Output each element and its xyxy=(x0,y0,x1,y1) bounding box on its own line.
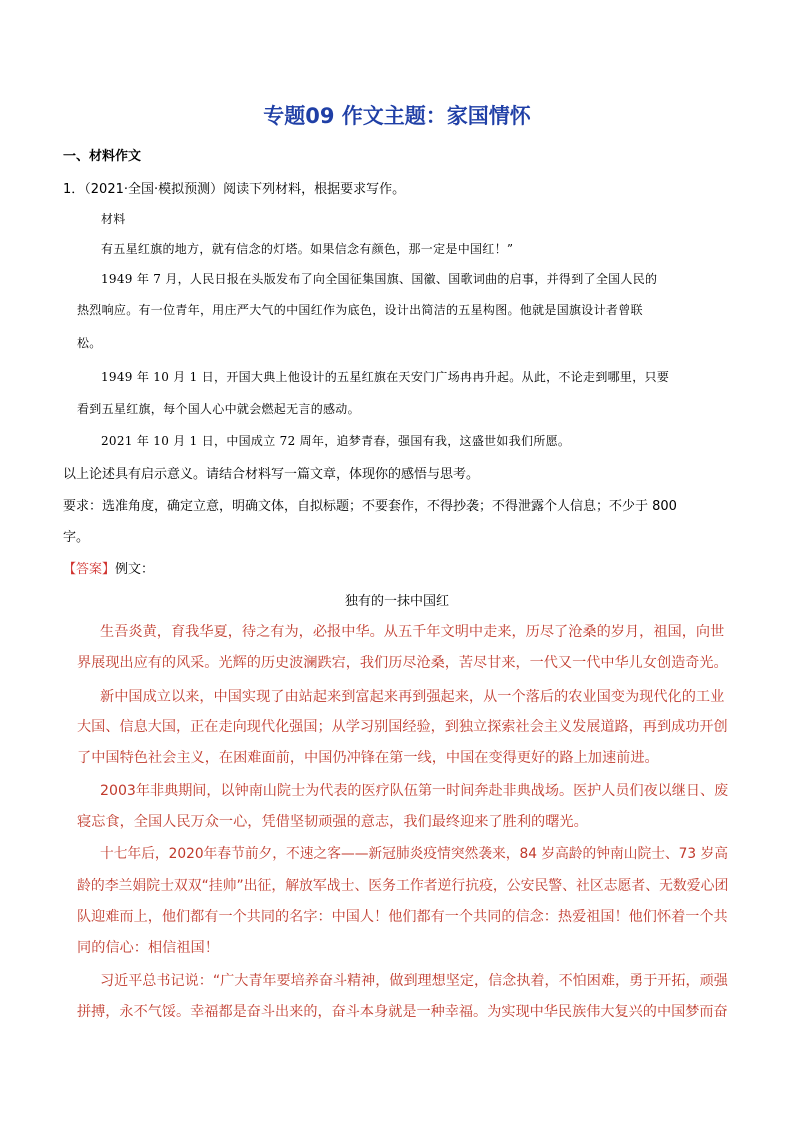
requirement-line: 要求：选准角度，确定立意，明确文体，自拟标题；不要套作，不得抄袭；不得泄露个人信息；不少于 800 xyxy=(63,499,677,514)
essay-line: 大国、信息大国，正在走向现代化强国；从学习别国经验，到独立探索社会主义发展道路，再到成功开创 xyxy=(77,719,728,735)
essay-line: 新中国成立以来，中国实现了由站起来到富起来再到强起来，从一个落后的农业国变为现代化的工业 xyxy=(100,689,725,705)
answer-tag: 【答案】 xyxy=(63,562,116,577)
material-line: 热烈响应。有一位青年，用庄严大气的中国红作为底色，设计出简洁的五星构图。他就是国旗设计者曾联 xyxy=(77,303,643,317)
example-label: 例文： xyxy=(115,562,155,577)
essay-line: 十七年后，2020年春节前夕，不速之客——新冠肺炎疫情突然袭来，84 岁高龄的钟南山院士、73 岁高 xyxy=(100,846,728,862)
question-intro: 1．（2021·全国·模拟预测）阅读下列材料，根据要求写作。 xyxy=(63,182,406,197)
essay-title: 独有的一抹中国红 xyxy=(344,594,449,609)
essay-line: 2003年非典期间，以钟南山院士为代表的医疗队伍第一时间奔赴非典战场。医护人员们夜以继日、废 xyxy=(100,783,729,799)
material-line: 1949 年 7 月，人民日报在头版发布了向全国征集国旗、国徽、国歌词曲的启事，并得到了全国人民的 xyxy=(101,272,658,286)
material-line: 看到五星红旗，每个国人心中就会燃起无言的感动。 xyxy=(77,402,360,416)
essay-line: 寝忘食，全国人民万众一心，凭借坚韧顽强的意志，我们最终迎来了胜利的曙光。 xyxy=(77,814,588,830)
material-line: 有五星红旗的地方，就有信念的灯塔。如果信念有颜色，那一定是中国红！” xyxy=(101,242,514,256)
essay-line: 拼搏，永不气馁。幸福都是奋斗出来的，奋斗本身就是一种幸福。为实现中华民族伟大复兴的中国梦而奋 xyxy=(77,1004,728,1020)
essay-line: 同的信心：相信祖国！ xyxy=(77,940,219,956)
material-line: 松。 xyxy=(77,336,102,350)
essay-line: 龄的李兰娟院士双双“挂帅”出征，解放军战士、医务工作者逆行抗疫，公安民警、社区志愿者、无数爱心团 xyxy=(77,878,729,894)
requirement-line: 字。 xyxy=(63,530,90,545)
essay-line: 队迎难而上，他们都有一个共同的名字：中国人！他们都有一个共同的信念：热爱祖国！他们怀着一个共 xyxy=(77,909,728,925)
essay-line: 界展现出应有的风采。光辉的历史波澜跌宕，我们历尽沧桑，苦尽甘来，一代又一代中华儿女创造奇光。 xyxy=(77,655,728,671)
answer-heading xyxy=(63,558,154,577)
essay-line: 生吾炎黄，育我华夏，待之有为，必报中华。从五千年文明中走来，历尽了沧桑的岁月，祖国，向世 xyxy=(100,624,725,640)
essay-line: 习近平总书记说：“广大青年要培养奋斗精神，做到理想坚定，信念执着，不怕困难，勇于开拓，顽强 xyxy=(100,973,728,989)
material-label: 材料 xyxy=(101,212,126,226)
page-title: 专题09 作文主题：家国情怀 xyxy=(263,104,531,128)
material-line: 2021 年 10 月 1 日，中国成立 72 周年，追梦青春，强国有我，这盛世如我们所愿。 xyxy=(101,434,571,448)
section-heading: 一、材料作文 xyxy=(63,149,142,164)
material-line: 1949 年 10 月 1 日，开国大典上他设计的五星红旗在天安门广场冉冉升起。从此，不论走到哪里，只要 xyxy=(101,370,670,384)
prompt-line: 以上论述具有启示意义。请结合材料写一篇文章，体现你的感悟与思考。 xyxy=(63,467,480,482)
essay-line: 了中国特色社会主义，在困难面前，中国仍冲锋在第一线，中国在变得更好的路上加速前进。 xyxy=(77,750,659,766)
